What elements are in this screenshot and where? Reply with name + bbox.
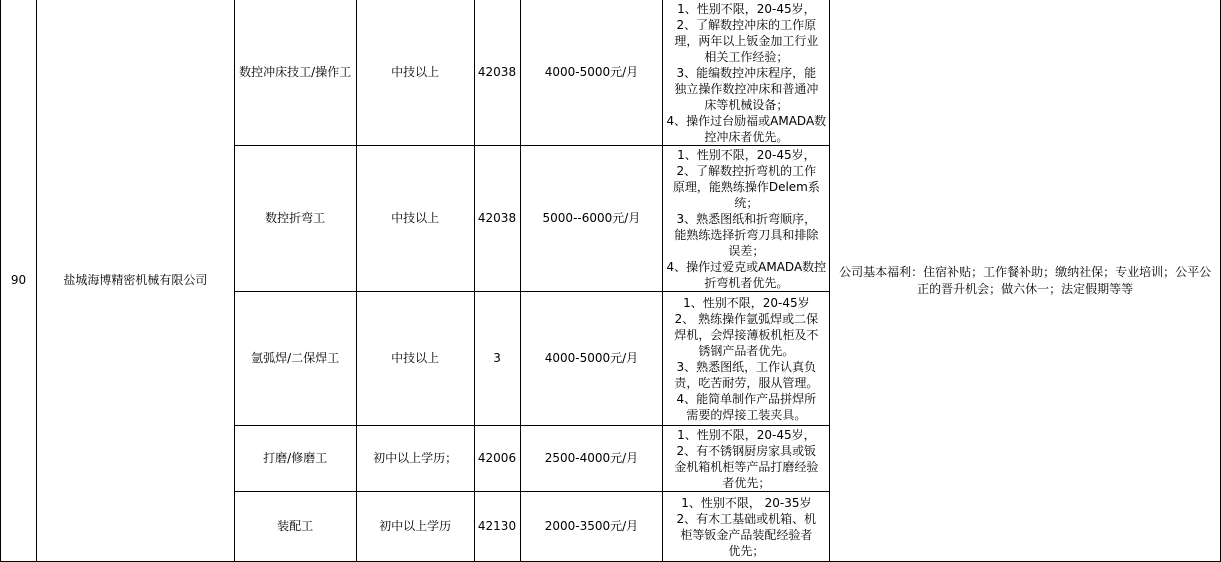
requirement-line: 1、性别不限，20-45岁，	[677, 147, 816, 162]
education-requirement: 初中以上学历	[356, 492, 474, 562]
requirement-line: 误差；	[728, 243, 765, 258]
education-requirement: 中技以上	[356, 292, 474, 426]
education-requirement: 中技以上	[356, 0, 474, 146]
requirement-line: 原理，能熟练操作Delem系	[672, 179, 820, 194]
job-code: 3	[474, 292, 520, 426]
education-requirement: 初中以上学历；	[356, 426, 474, 492]
requirement-line: 2、了解数控冲床的工作原	[676, 17, 817, 32]
company-benefits: 公司基本福利：住宿补贴；工作餐补助；缴纳社保；专业培训；公平公正的晋升机会；做六休一；法定假期等等	[830, 0, 1221, 562]
requirement-line: 独立操作数控冲床和普通冲	[674, 81, 819, 96]
requirement-line: 2、 熟练操作氩弧焊或二保	[674, 311, 819, 326]
requirement-line: 者优先；	[722, 475, 771, 490]
requirement-line: 4、操作过爱克或AMADA数控	[666, 259, 827, 274]
salary: 4000-5000元/月	[520, 0, 663, 146]
salary: 2500-4000元/月	[520, 426, 663, 492]
requirement-line: 能熟练选择折弯刀具和排除	[674, 227, 819, 242]
requirement-line: 统；	[734, 195, 759, 210]
salary: 5000--6000元/月	[520, 146, 663, 292]
job-requirements	[663, 292, 830, 426]
job-requirements	[663, 0, 830, 146]
requirement-line: 控冲床者优先。	[704, 129, 789, 144]
job-title: 装配工	[234, 492, 356, 562]
salary: 4000-5000元/月	[520, 292, 663, 426]
table-row	[1, 0, 1221, 146]
education-requirement: 中技以上	[356, 146, 474, 292]
requirement-line: 4、操作过台励福或AMADA数	[666, 113, 827, 128]
requirement-line: 责，吃苦耐劳，服从管理。	[674, 375, 819, 390]
job-code: 42006	[474, 426, 520, 492]
requirement-line: 1、性别不限，20-45岁，	[677, 427, 816, 442]
requirement-line: 金机箱机柜等产品打磨经验	[674, 459, 819, 474]
job-requirements	[663, 492, 830, 562]
requirement-line: 3、熟悉图纸，工作认真负	[676, 359, 817, 374]
requirement-line: 折弯机者优先。	[704, 275, 789, 290]
requirement-line: 1、性别不限， 20-35岁	[681, 495, 812, 510]
job-code: 42038	[474, 146, 520, 292]
requirement-line: 3、能编数控冲床程序，能	[676, 65, 817, 80]
requirement-line: 2、有不锈钢厨房家具或钣	[676, 443, 817, 458]
job-code: 42130	[474, 492, 520, 562]
company-name: 盐城海博精密机械有限公司	[36, 0, 234, 562]
job-title: 数控冲床技工/操作工	[234, 0, 356, 146]
requirement-line: 需要的焊接工装夹具。	[686, 407, 807, 422]
requirement-line: 焊机，会焊接薄板机柜及不	[674, 327, 819, 342]
requirement-line: 柜等钣金产品装配经验者	[680, 527, 813, 542]
requirement-line: 理，两年以上钣金加工行业	[674, 33, 819, 48]
job-requirements	[663, 426, 830, 492]
row-index: 90	[1, 0, 37, 562]
requirement-line: 3、熟悉图纸和折弯顺序，	[676, 211, 817, 226]
job-code: 42038	[474, 0, 520, 146]
requirement-line: 1、性别不限，20-45岁，	[677, 1, 816, 16]
requirement-line: 2、有木工基础或机箱、机	[676, 511, 817, 526]
job-title: 打磨/修磨工	[234, 426, 356, 492]
salary: 2000-3500元/月	[520, 492, 663, 562]
job-requirements	[663, 146, 830, 292]
requirement-line: 相关工作经验；	[704, 49, 789, 64]
requirement-line: 4、能简单制作产品拼焊所	[676, 391, 817, 406]
requirement-line: 床等机械设备；	[704, 97, 789, 112]
requirement-line: 优先；	[728, 543, 765, 558]
job-title: 数控折弯工	[234, 146, 356, 292]
requirement-line: 1、性别不限，20-45岁	[683, 295, 810, 310]
requirement-line: 锈钢产品者优先。	[698, 343, 795, 358]
requirement-line: 2、了解数控折弯机的工作	[676, 163, 817, 178]
job-title: 氩弧焊/二保焊工	[234, 292, 356, 426]
